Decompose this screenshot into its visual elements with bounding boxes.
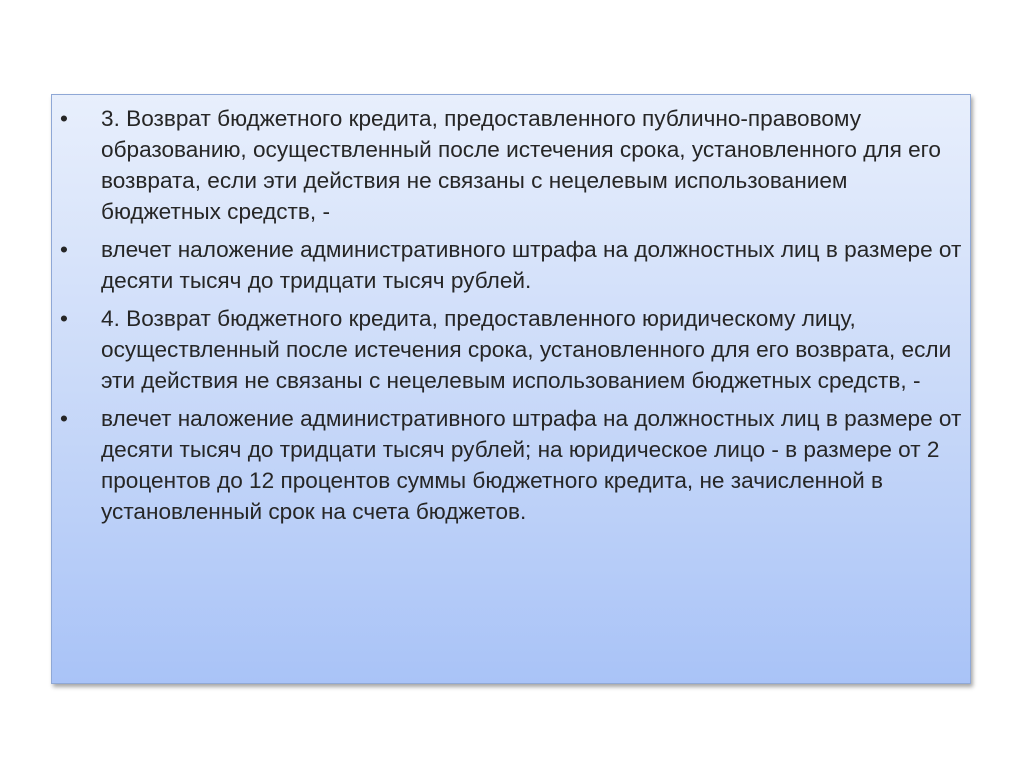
bullet-list — [52, 103, 970, 534]
bullet-item-1 — [52, 103, 970, 227]
content-text-box — [51, 94, 971, 684]
bullet-icon: • — [60, 106, 68, 131]
bullet-text: влечет наложение административного штрафа на должностных лиц в размере от десяти тысяч до тридцати тысяч рублей. — [101, 237, 962, 293]
bullet-icon: • — [60, 306, 68, 331]
bullet-icon: • — [60, 406, 68, 431]
bullet-text: 3. Возврат бюджетного кредита, предоставленного публично-правовому образованию, осуществленный после истечения срока, установленного для его возврата, если эти действия не связаны с нецелевым использованием бюджетных средств, - — [101, 106, 941, 224]
bullet-icon: • — [60, 237, 68, 262]
bullet-text: влечет наложение административного штрафа на должностных лиц в размере от десяти тысяч до тридцати тысяч рублей; на юридическое лицо - в размере от 2 процентов до 12 процентов суммы бюджетного кредита, не зачисленной в установленный срок на счета бюджетов. — [101, 406, 962, 524]
bullet-text: 4. Возврат бюджетного кредита, предоставленного юридическому лицу, осуществленный после истечения срока, установленного для его возврата, если эти действия не связаны с нецелевым использованием бюджетных средств, - — [101, 306, 952, 393]
bullet-item-3 — [52, 303, 970, 396]
bullet-item-4 — [52, 403, 970, 527]
bullet-item-2 — [52, 234, 970, 296]
